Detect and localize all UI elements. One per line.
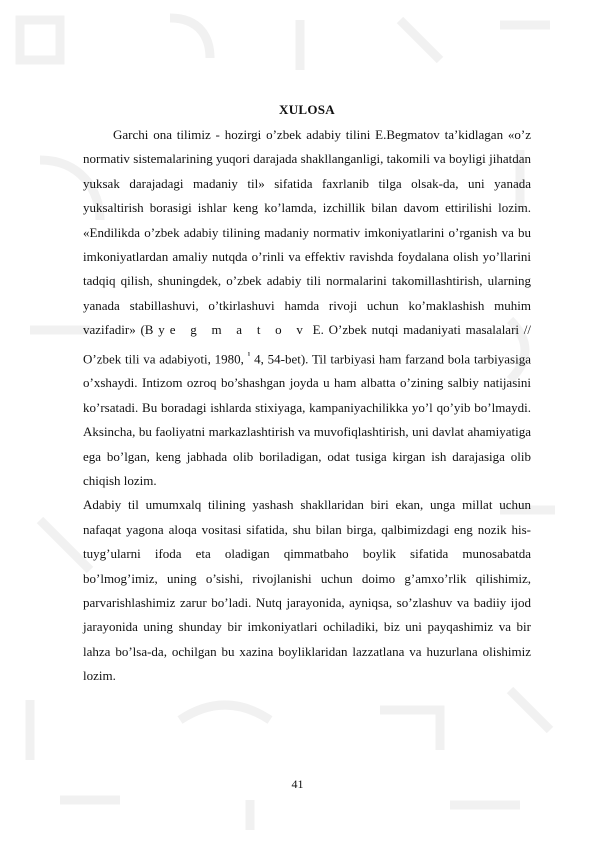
paragraph-conclusion-2: Adabiy til umumxalq tilining yashash shakllaridan biri ekan, unga millat uchun nafaqat yagona aloqa vositasi sifatida, shu bilan birga, qalbimizdagi eng nozik his-tuyg’ularni ifoda eta oladigan qimmatbaho boylik sifatida munosabatda bo’lmog’imiz, uning o’sishi, rivojlanishi uchun doimo g’amxo’rlik qilishimiz, parvarishlashimiz zarur bo’ladi. Nutq jarayonida, ayniqsa, so’zlashuv va badiiy ijod jarayonida uning shunday bir imkoniyatlari ochiladiki, biz uni payqashimiz va bir lahza bo’lsa-da, ochilgan bu xazina boyliklaridan lazzatlana va huzurlana olishimiz lozim. [83,497,531,684]
footnote-mark: ¹ [247,349,251,360]
page-content [83,101,531,689]
paragraph-conclusion-1 [83,123,531,493]
paragraph-1-text-b: E. O’zbek nutqi madaniyati masalalari // O’zbek tili va adabiyoti, 1980, [83,322,531,366]
paragraph-1-text-a: Garchi ona tilimiz - hozirgi o’zbek adabiy tilini E.Begmatov ta’kidlagan «o’z normativ sistemalarining yuqori darajada shakllanganligi, takomili va boyligi jihatdan yuksak darajadagi madaniy til» sifatida faxrlanib tilga olsak-da, uni yanada yuksaltirish borasigi ishlar keng ko’lamda, izchillik bilan davom ettirilishi lozim. «Endilikda o’zbek adabiy tilining madaniy normativ imkoniyatlarini o’rganish va bu imkoniyatlardan amaliy nutqda o’rinli va effektiv ravishda foydalana olish yo’llarini tadqiq qilish, shuningdek, o’zbek adabiy tili normalarini takomillashtirish, ularning yanada stabillashuvi, o’tkirlashuvi hamda rivoji uchun ko’maklashish muhim vazifadir» (В [83,127,531,338]
author-name-spaced: ye g m a t o v [158,322,308,338]
section-title: XULOSA [279,102,335,117]
body-text [83,123,531,689]
page-number: 41 [291,777,304,791]
paragraph-1-text-c: 4, 54-bet). Til tarbiyasi ham farzand bola tarbiyasiga o’xshaydi. Intizom ozroq bo’shashgan joyda u ham albatta o’zining salbiy natijasini ko’rsatadi. Bu boradagi ishlarda stixiyaga, kampaniyachilikka yo’l qo’yib bo’lmaydi. Aksincha, bu faoliyatni markazlashtirish va muvofiqlashtirish, uni davlat ahamiyatiga ega bo’lgan, keng jabhada olib boriladigan, odat tusiga kirgan ish darajasiga olib chiqish lozim. [83,350,531,489]
